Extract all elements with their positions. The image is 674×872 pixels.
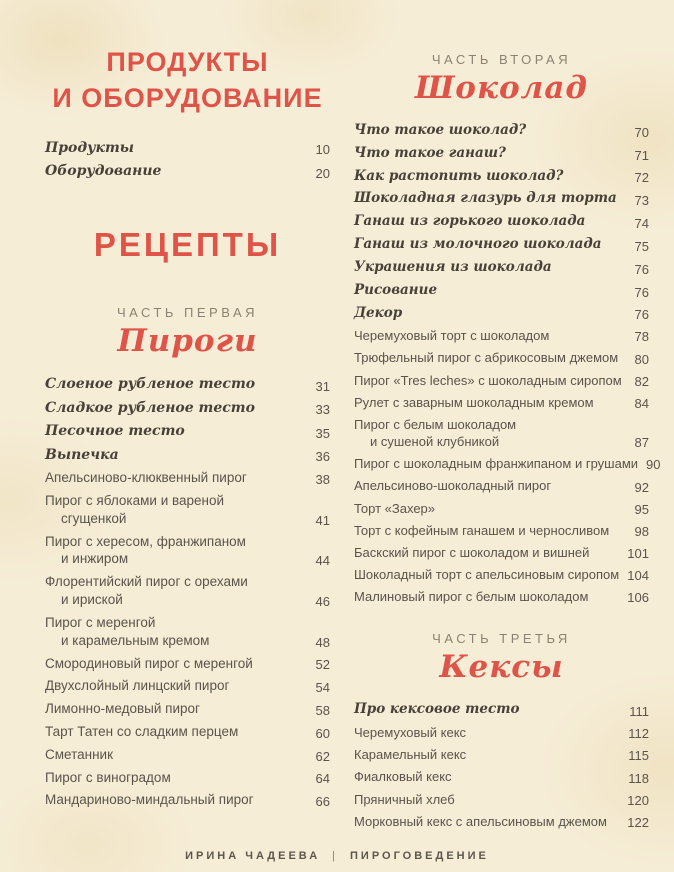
toc-entry (45, 655, 330, 673)
toc-entry (354, 791, 649, 808)
toc-entry (354, 588, 649, 605)
footer-author: ИРИНА ЧАДЕЕВА (185, 850, 321, 862)
toc-entry (45, 375, 330, 393)
toc-entry-label: Песочное тесто (45, 423, 185, 440)
recipes-heading: РЕЦЕПТЫ (93, 225, 282, 263)
toc-entry (354, 544, 649, 561)
chocolate-title: Шоколад (415, 70, 588, 106)
toc-entry (354, 522, 649, 539)
toc-entry-page: 75 (634, 238, 649, 254)
toc-entry-label: Что такое ганаш? (354, 144, 506, 161)
toc-entry-page: 58 (315, 702, 330, 718)
products-heading-line1: ПРОДУКТЫ (106, 47, 269, 77)
toc-entry-label: Сладкое рубленое тесто (45, 399, 255, 416)
toc-entry-page: 101 (627, 546, 649, 562)
toc-entry-label: Оборудование (45, 163, 162, 180)
toc-entry-label: Фиалковый кекс (354, 769, 452, 785)
toc-entry (45, 677, 330, 695)
toc-entry-label: Смородиновый пирог с меренгой (45, 655, 253, 671)
toc-entry (354, 282, 649, 300)
toc-entry (354, 746, 649, 763)
toc-entry-page: 98 (634, 523, 649, 539)
toc-entry (45, 399, 330, 417)
toc-entry-page: 80 (634, 351, 649, 367)
toc-entry (45, 700, 330, 718)
toc-entry-label: Украшения из шоколада (354, 258, 552, 275)
toc-entry-page: 106 (627, 590, 649, 606)
toc-entry (354, 145, 649, 163)
toc-entry (45, 422, 330, 440)
toc-entry-page: 76 (634, 284, 649, 300)
toc-entry (354, 168, 649, 186)
toc-entry-label: Сметанник (45, 746, 113, 762)
toc-entry-label: Апельсиново-шоколадный пирог (354, 478, 552, 494)
cakes-entries-list (354, 701, 649, 830)
toc-entry-page: 46 (315, 593, 330, 609)
cakes-title: Кексы (439, 649, 564, 686)
pies-title: Пироги (117, 323, 258, 360)
toc-entry-page: 95 (634, 501, 649, 517)
toc-entry (45, 162, 330, 180)
toc-column-right (354, 38, 661, 835)
toc-entry-label: Слоеное рубленое тесто (45, 376, 256, 393)
toc-entry (45, 492, 330, 528)
toc-entry-page: 87 (634, 435, 649, 451)
products-entries-list (45, 139, 330, 181)
toc-entry-label: Ганаш из горького шоколада (354, 213, 586, 230)
toc-entry-label: Торт с кофейным ганашем и черносливом (354, 522, 610, 538)
toc-entry-label: Как растопить шоколад? (354, 167, 564, 184)
toc-entry-label: Пирог с меренгой и карамельным кремом (45, 614, 210, 648)
toc-entry-label: Пирог с яблоками и вареной сгущенкой (45, 493, 225, 526)
toc-entry-page: 122 (627, 814, 649, 830)
toc-entry (354, 768, 649, 785)
toc-entry-page: 38 (315, 472, 330, 488)
products-heading-line2: И ОБОРУДОВАНИЕ (52, 83, 323, 114)
toc-entry (45, 769, 330, 787)
toc-entry-label: Шоколадный торт с апельсиновым сиропом (354, 567, 620, 583)
toc-entry-page: 76 (634, 307, 649, 323)
footer-separator: | (332, 850, 339, 862)
toc-entry-page: 76 (634, 261, 649, 277)
toc-entry (354, 701, 649, 719)
chocolate-entries-list (354, 122, 661, 606)
toc-entry-label: Трюфельный пирог с абрикосовым джемом (354, 350, 619, 366)
toc-column-left (45, 38, 330, 835)
toc-entry-page: 44 (315, 553, 330, 569)
toc-entry (354, 236, 649, 254)
toc-entry-page: 71 (634, 147, 649, 163)
toc-entry-label: Пряничный хлеб (354, 791, 455, 807)
products-equipment-heading (45, 44, 330, 117)
toc-entry (354, 372, 649, 389)
toc-entry-page: 52 (315, 657, 330, 673)
toc-entry-label: Малиновый пирог с белым шоколадом (354, 589, 589, 605)
toc-entry-label: Шоколадная глазурь для торта (354, 190, 617, 207)
toc-entry (354, 813, 649, 830)
part-first-label: ЧАСТЬ ПЕРВАЯ (116, 305, 259, 321)
toc-entry (45, 791, 330, 809)
toc-entry (354, 327, 649, 344)
toc-entry-page: 60 (315, 725, 330, 741)
toc-entry (45, 446, 330, 464)
toc-entry-page: 118 (628, 770, 649, 786)
toc-entry (45, 614, 330, 650)
toc-entry-page: 92 (634, 479, 649, 495)
toc-entry-page: 64 (315, 771, 330, 787)
toc-columns (45, 38, 661, 835)
toc-entry (354, 724, 649, 741)
toc-entry-page: 36 (315, 449, 330, 465)
part-second-label: ЧАСТЬ ВТОРАЯ (431, 52, 572, 67)
toc-entry-label: Пирог с белым шоколадом и сушеной клубникой (354, 416, 517, 450)
toc-entry (354, 305, 649, 323)
toc-entry-page: 111 (629, 704, 649, 720)
toc-entry-label: Двухслойный линцский пирог (45, 678, 230, 694)
toc-entry-page: 62 (315, 748, 330, 764)
toc-entry (354, 477, 649, 494)
toc-entry-page: 104 (627, 568, 649, 584)
toc-entry-page: 82 (634, 373, 649, 389)
toc-entry-page: 66 (315, 794, 330, 810)
pies-entries-list (45, 375, 330, 809)
toc-entry-label: Рулет с заварным шоколадным кремом (354, 394, 594, 410)
toc-entry (354, 190, 649, 208)
toc-entry-label: Декор (354, 304, 403, 321)
toc-entry-page: 33 (315, 402, 330, 418)
toc-entry (354, 566, 649, 583)
toc-entry-label: Тарт Татен со сладким перцем (45, 723, 239, 739)
toc-entry (354, 394, 649, 411)
toc-entry-label: Продукты (45, 139, 134, 156)
toc-entry-page: 41 (315, 512, 330, 528)
toc-entry-page: 115 (628, 748, 649, 764)
toc-entry (354, 213, 649, 231)
toc-entry-label: Мандариново-миндальный пирог (45, 792, 254, 808)
toc-entry-label: Морковный кекс с апельсиновым джемом (354, 813, 607, 829)
toc-entry-label: Лимонно-медовый пирог (45, 701, 200, 717)
toc-entry-page: 72 (634, 170, 649, 186)
toc-entry (45, 533, 330, 569)
toc-entry (354, 349, 649, 366)
toc-entry (45, 746, 330, 764)
toc-entry-label: Черемуховый торт с шоколадом (354, 328, 550, 344)
toc-entry (354, 122, 649, 140)
toc-entry-page: 78 (634, 329, 649, 345)
page-footer (0, 850, 674, 862)
toc-entry-label: Пирог с виноградом (45, 769, 171, 785)
toc-entry (45, 723, 330, 741)
toc-entry-label: Пирог с шоколадным франжипаном и грушами (354, 456, 639, 472)
toc-entry-label: Торт «Захер» (354, 500, 436, 516)
toc-entry (45, 139, 330, 157)
part-third-label: ЧАСТЬ ТРЕТЬЯ (432, 631, 571, 647)
toc-entry (354, 500, 649, 517)
toc-entry-page: 54 (315, 680, 330, 696)
toc-entry-label: Про кексовое тесто (354, 701, 520, 718)
toc-entry-page: 48 (315, 634, 330, 650)
toc-entry-label: Баскский пирог с шоколадом и вишней (354, 544, 590, 560)
toc-entry (354, 455, 661, 473)
toc-entry-label: Апельсиново-клюквенный пирог (45, 470, 247, 486)
toc-entry-page: 35 (315, 425, 330, 441)
toc-entry-page: 20 (315, 165, 330, 181)
toc-entry-label: Карамельный кекс (354, 747, 467, 763)
toc-entry-label: Пирог «Tres leches» с шоколадным сиропом (354, 372, 622, 388)
toc-entry-page: 31 (315, 378, 330, 394)
toc-entry (354, 259, 649, 277)
toc-entry-page: 90 (646, 457, 661, 473)
toc-entry (45, 573, 330, 609)
toc-entry-label: Рисование (354, 281, 438, 298)
toc-entry (354, 416, 649, 450)
toc-entry-label: Что такое шоколад? (354, 122, 527, 138)
toc-entry-label: Выпечка (45, 446, 119, 463)
toc-entry (45, 469, 330, 487)
toc-entry-label: Флорентийский пирог с орехами и ириской (45, 574, 248, 608)
toc-entry-label: Черемуховый кекс (354, 725, 467, 741)
toc-entry-label: Ганаш из молочного шоколада (354, 236, 602, 253)
footer-book-title: ПИРОГОВЕДЕНИЕ (350, 850, 489, 862)
toc-entry-label: Пирог с хересом, франжипаном и инжиром (45, 533, 246, 567)
toc-entry-page: 10 (315, 142, 330, 158)
toc-entry-page: 84 (634, 395, 649, 411)
toc-entry-page: 70 (634, 124, 649, 140)
toc-entry-page: 112 (628, 726, 649, 742)
toc-entry-page: 120 (627, 792, 649, 808)
toc-entry-page: 74 (634, 216, 649, 232)
toc-entry-page: 73 (634, 193, 649, 209)
